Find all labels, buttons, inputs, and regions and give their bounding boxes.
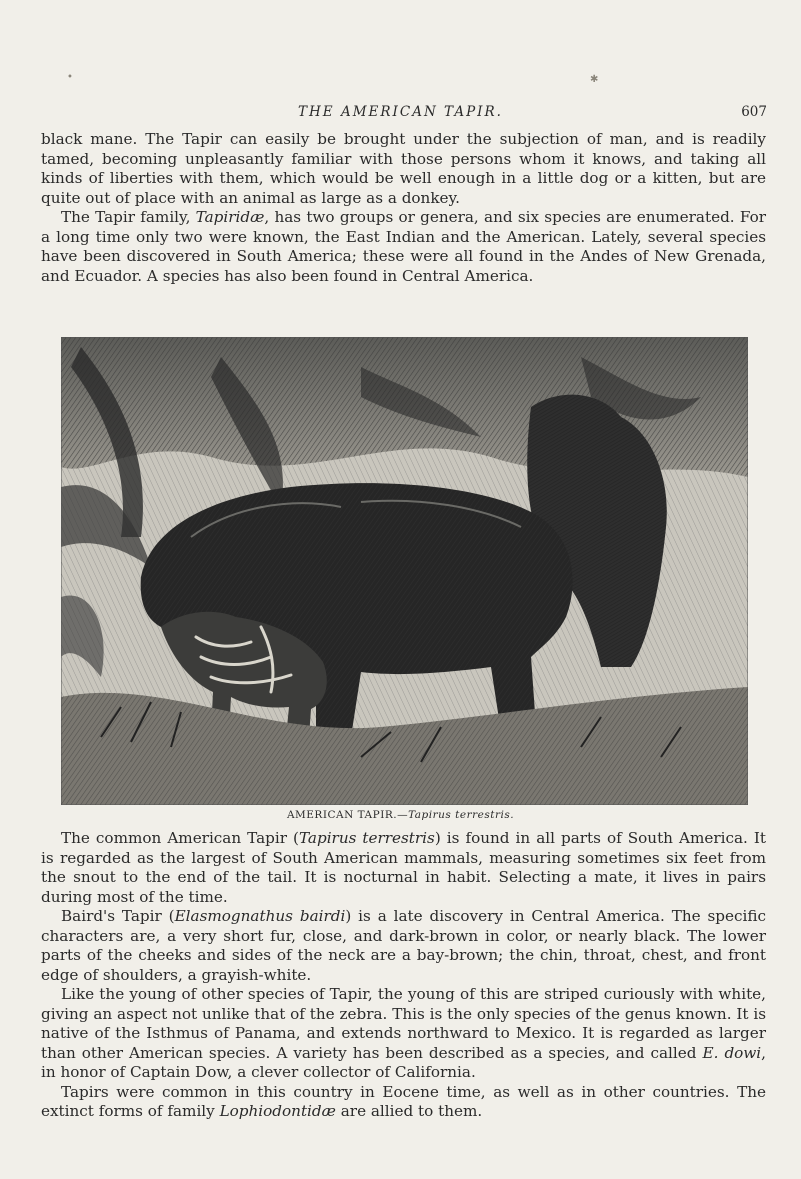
upper-text-block bbox=[41, 130, 766, 286]
paragraph-text: Baird's Tapir ( bbox=[61, 907, 175, 925]
taxon-name: Lophiodontidæ bbox=[219, 1102, 336, 1120]
caption-text: AMERICAN TAPIR.— bbox=[286, 809, 409, 821]
taxon-name: Elasmognathus bairdi bbox=[174, 907, 346, 925]
lower-text-block bbox=[41, 829, 766, 1122]
paragraph-text: Tapirs were common in this country in Eocene time, as well as in other countries. The extinct forms of family bbox=[41, 1082, 766, 1120]
paragraph bbox=[41, 1083, 766, 1122]
paragraph-text: , has two groups or genera, and six species are enumerated. For a long time only two were known, the East Indian and the American. Lately, several species have been discovered in South America; these were all found in the Andes of New Grenada, and Ecuador. A species has also been found in Central America. bbox=[41, 208, 766, 285]
paragraph-text: , in honor of Captain Dow, a clever collector of California. bbox=[41, 1043, 766, 1081]
paragraph-text: Like the young of other species of Tapir, the young of this are striped curiously with white, giving an aspect not unlike that of the zebra. This is the only species of the genus known. It is native of the Isthmus of Panama, and extends northward to Mexico. It is regarded as larger than other American species. A variety has been described as a species, and called bbox=[41, 985, 766, 1062]
paragraph bbox=[41, 130, 766, 208]
taxon-name: E. dowi bbox=[702, 1043, 762, 1062]
paragraph-text: ) is a late discovery in Central America. The specific characters are, a very short fur, close, and dark-brown in color, or nearly black. The lower parts of the cheeks and sides of the neck are a bay-brown; the chin, throat, chest, and front edge of shoulders, a grayish-white. bbox=[41, 907, 766, 984]
caption-taxon: Tapirus terrestris. bbox=[408, 809, 515, 821]
paragraph-text: The common American Tapir ( bbox=[61, 829, 299, 847]
paragraph bbox=[41, 907, 766, 985]
paragraph-text: black mane. The Tapir can easily be brought under the subjection of man, and is readily tamed, becoming unpleasantly familiar with those persons whom it knows, and taking all kinds of liberties with them, which would be well enough in a little dog or a kitten, but are quite out of place with an animal as large as a donkey. bbox=[41, 130, 766, 207]
print-speck: ✱ bbox=[590, 74, 599, 85]
paragraph bbox=[41, 829, 766, 907]
running-title: THE AMERICAN TAPIR. bbox=[298, 104, 503, 120]
print-speck: • bbox=[67, 72, 73, 83]
paragraph bbox=[41, 985, 766, 1083]
taxon-name: Tapirus terrestris bbox=[298, 829, 435, 847]
figure-caption bbox=[0, 809, 801, 821]
paragraph bbox=[41, 208, 766, 286]
paragraph-text: ) is found in all parts of South America. It is regarded as the largest of South American mammals, measuring sometimes six feet from the snout to the end of the tail. It is nocturnal in habit. Selecting a mate, it lives in pairs during most of the time. bbox=[41, 829, 766, 906]
paragraph-text: The Tapir family, bbox=[61, 208, 196, 226]
paragraph-text: are allied to them. bbox=[335, 1102, 483, 1120]
page-number: 607 bbox=[741, 104, 767, 120]
tapir-engraving bbox=[61, 337, 748, 805]
page-header bbox=[0, 104, 801, 124]
taxon-name: Tapiridæ bbox=[195, 208, 265, 226]
